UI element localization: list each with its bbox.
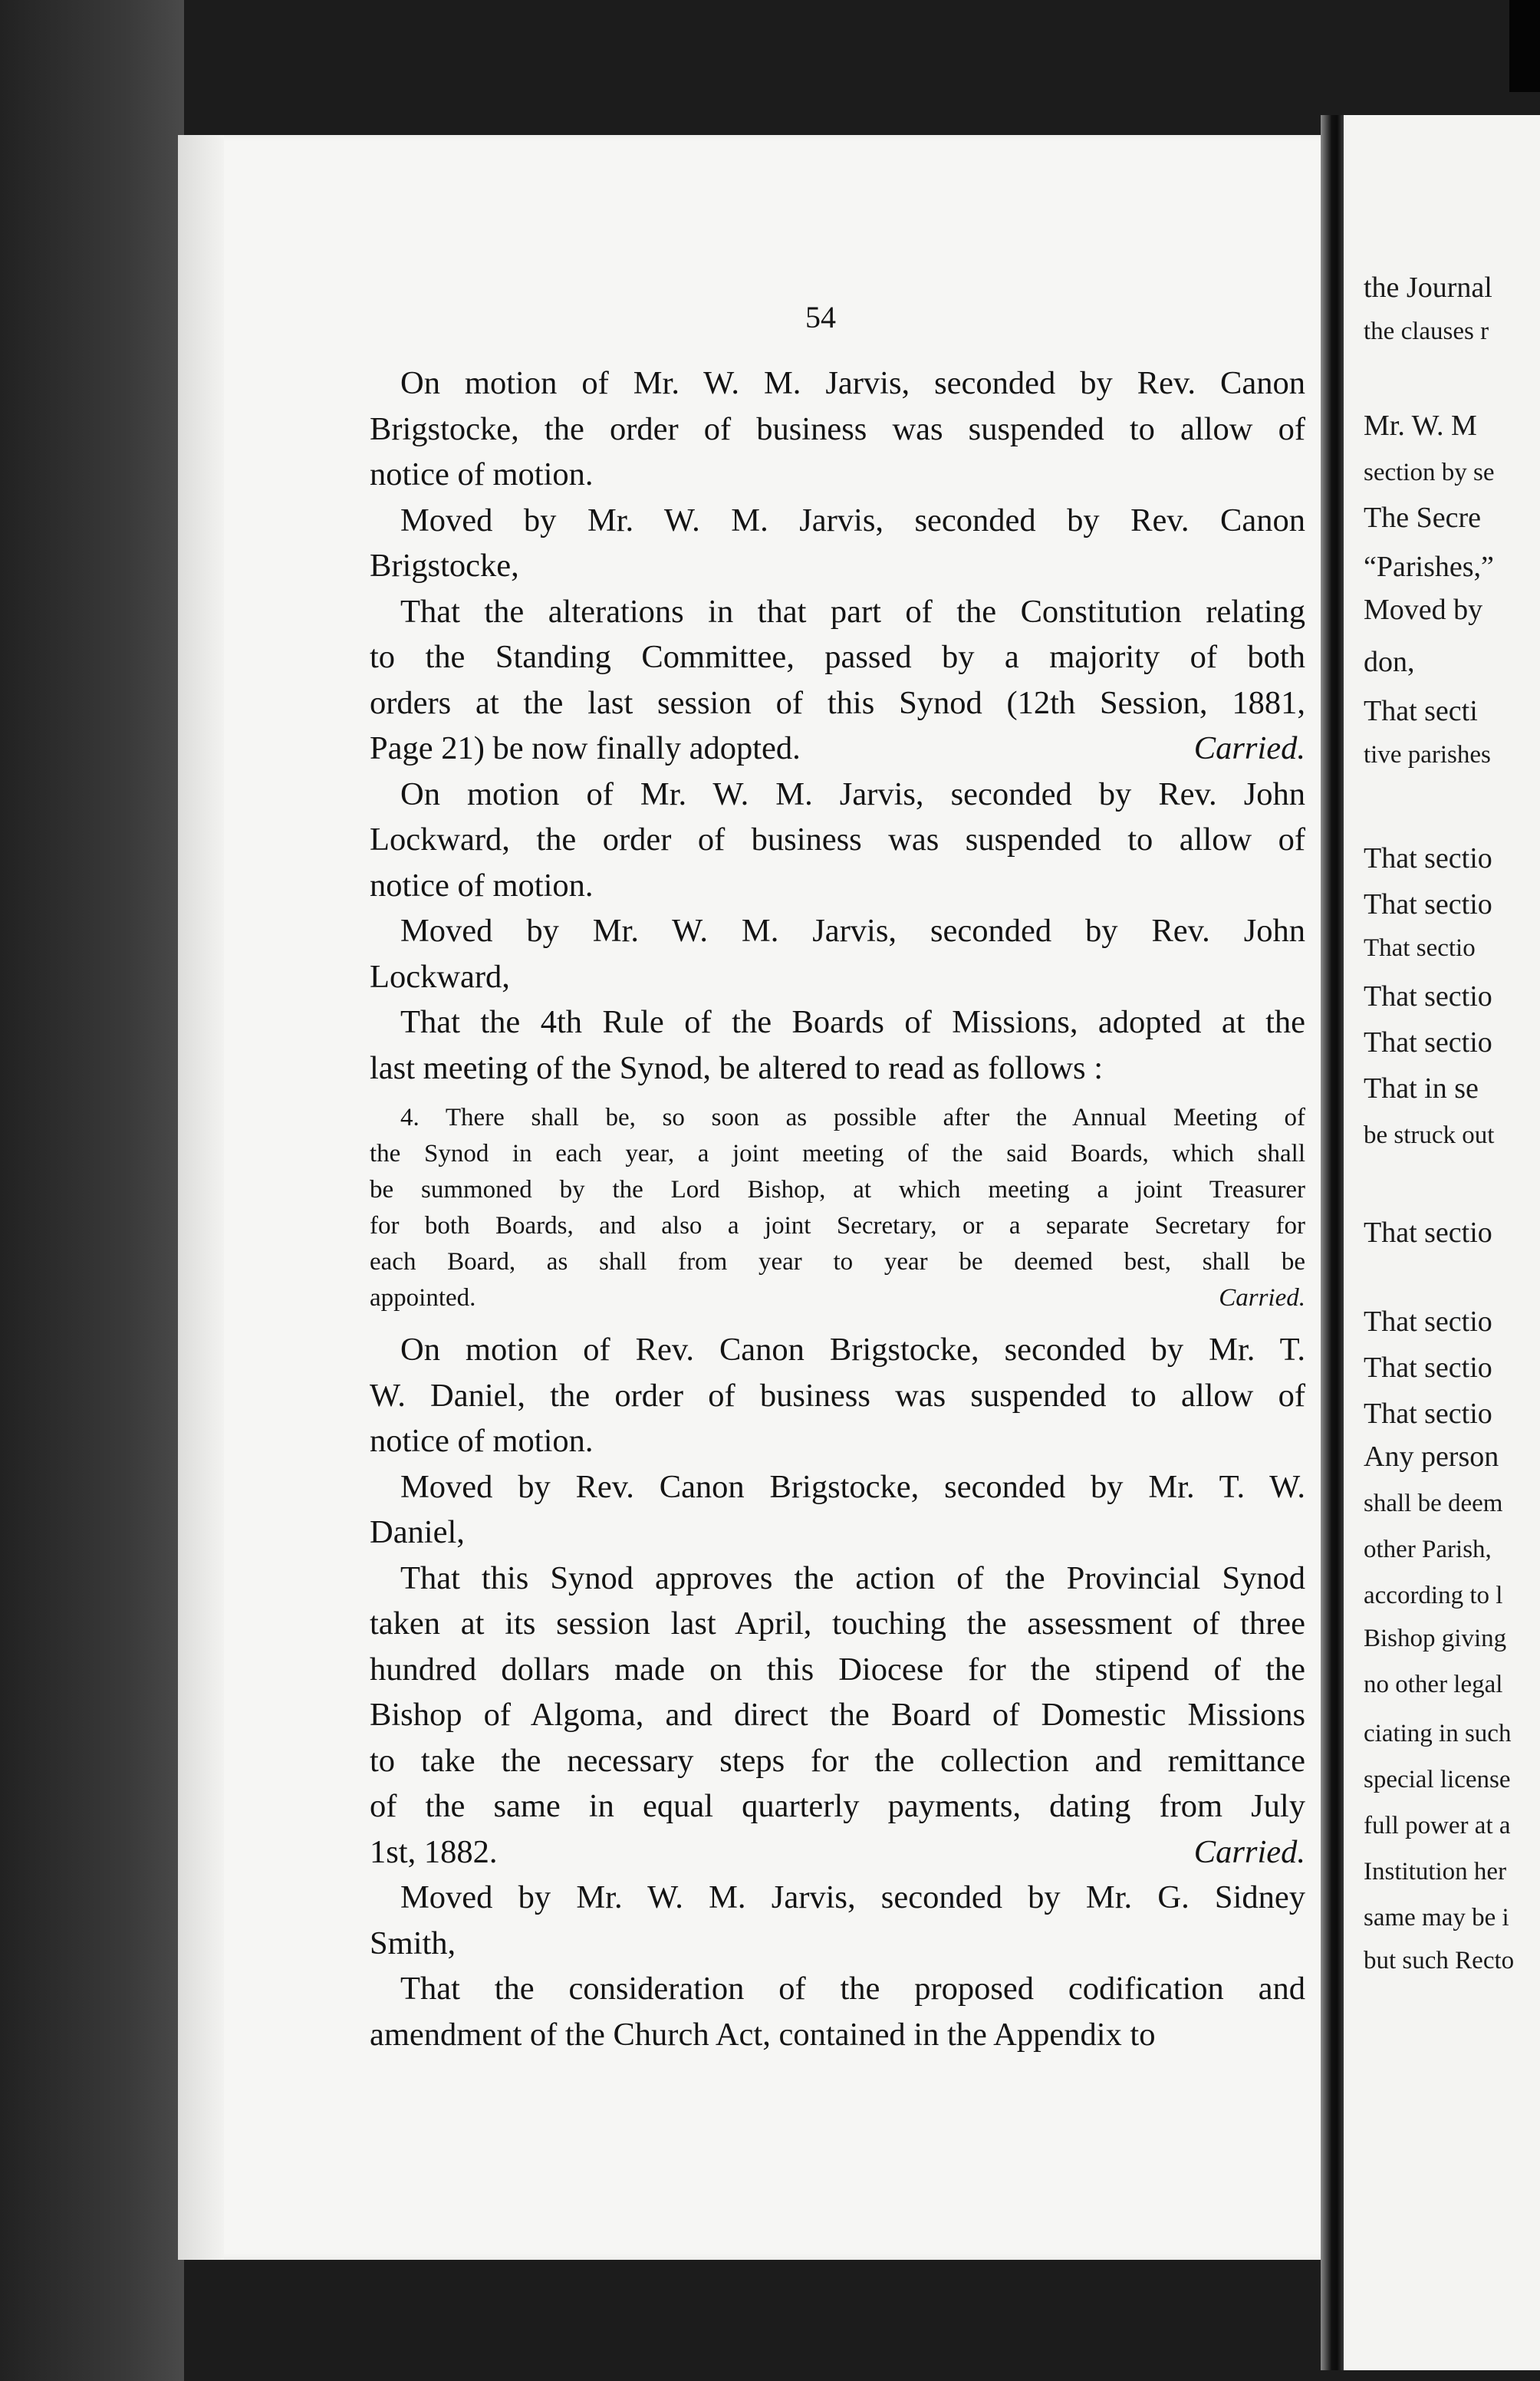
text-line: each Board, as shall from year to year be deemed best, shall be — [370, 1248, 1305, 1276]
facing-page-line: shall be deem — [1364, 1490, 1503, 1517]
text-line: appointed. Carried. — [370, 1280, 1305, 1316]
facing-page — [1344, 115, 1540, 2370]
text-line: Moved by Mr. W. M. Jarvis, seconded by Rev. Canon — [400, 502, 1305, 538]
text-line: for both Boards, and also a joint Secretary, or a separate Secretary for — [370, 1212, 1305, 1240]
facing-page-line: full power at a — [1364, 1812, 1511, 1839]
text-line: notice of motion. — [370, 867, 594, 904]
facing-page-line: but such Recto — [1364, 1947, 1515, 1974]
scanner-background-corner — [1509, 0, 1540, 92]
carried-label: Carried. — [1193, 730, 1305, 766]
facing-page-line: That sectio — [1364, 842, 1492, 874]
text-line: On motion of Mr. W. M. Jarvis, seconded by Rev. John — [400, 776, 1305, 812]
text-line: notice of motion. — [370, 1423, 594, 1459]
page-number: 54 — [805, 300, 836, 334]
paragraph — [370, 1966, 1305, 2057]
paragraph — [370, 589, 1305, 772]
facing-page-line: That sectio — [1364, 980, 1492, 1013]
facing-page-line: be struck out — [1364, 1121, 1495, 1149]
text-line: be summoned by the Lord Bishop, at which meeting a joint Treasurer — [370, 1176, 1305, 1204]
facing-page-line: section by se — [1364, 459, 1495, 486]
facing-page-line: That sectio — [1364, 1398, 1492, 1430]
text-line: Bishop of Algoma, and direct the Board of Domestic Missions — [370, 1697, 1305, 1733]
text-line: 1st, 1882. Carried. — [370, 1829, 1305, 1875]
facing-page-line: That secti — [1364, 695, 1478, 727]
facing-page-line: That sectio — [1364, 1217, 1492, 1249]
text-line: to take the necessary steps for the collection and remittance — [370, 1742, 1305, 1779]
facing-page-line: That sectio — [1364, 934, 1476, 962]
facing-page-line: Bishop giving — [1364, 1625, 1507, 1652]
text-line: On motion of Rev. Canon Brigstocke, seconded by Mr. T. — [400, 1332, 1305, 1368]
text-line: W. Daniel, the order of business was suspended to allow of — [370, 1377, 1305, 1414]
text-line: hundred dollars made on this Diocese for the stipend of the — [370, 1651, 1305, 1688]
paragraph — [370, 1327, 1305, 1464]
text-line: Brigstocke, the order of business was suspended to allow of — [370, 410, 1305, 447]
paragraph — [370, 999, 1305, 1091]
text-line: On motion of Mr. W. M. Jarvis, seconded by Rev. Canon — [400, 365, 1305, 401]
text-line: Daniel, — [370, 1514, 465, 1550]
text-line: That the consideration of the proposed codification and — [400, 1971, 1305, 2007]
left-page-text — [370, 361, 1305, 2057]
text-line: orders at the last session of this Synod (12th Session, 1881, — [370, 684, 1305, 721]
paragraph — [370, 908, 1305, 999]
text-line: That the 4th Rule of the Boards of Missions, adopted at the — [400, 1004, 1305, 1040]
facing-page-line: no other legal — [1364, 1671, 1503, 1698]
carried-label: Carried. — [1219, 1284, 1305, 1312]
facing-page-line: That sectio — [1364, 1026, 1492, 1059]
text-line: of the same in equal quarterly payments, dating from July — [370, 1788, 1305, 1824]
facing-page-line: according to l — [1364, 1582, 1503, 1609]
text-line: Brigstocke, — [370, 548, 519, 584]
text-line: amendment of the Church Act, contained in the Appendix to — [370, 2016, 1156, 2053]
paragraph — [370, 361, 1305, 498]
paragraph — [370, 1875, 1305, 1966]
facing-page-line: “Parishes,” — [1364, 551, 1494, 583]
paragraph — [370, 772, 1305, 909]
carried-label: Carried. — [1193, 1833, 1305, 1870]
paragraph — [370, 498, 1305, 589]
text-line: Moved by Rev. Canon Brigstocke, seconded by Mr. T. W. — [400, 1468, 1305, 1505]
facing-page-line: the Journal — [1364, 272, 1492, 304]
facing-page-line: Any person — [1364, 1441, 1499, 1473]
facing-page-line: the clauses r — [1364, 318, 1489, 345]
text-line: Page 21) be now finally adopted. Carried. — [370, 726, 1305, 772]
facing-page-line: The Secre — [1364, 502, 1481, 534]
paragraph — [370, 1464, 1305, 1556]
paragraph — [370, 1556, 1305, 1875]
scanner-background — [0, 0, 184, 2381]
text-line: notice of motion. — [370, 456, 594, 492]
facing-page-line: That sectio — [1364, 1352, 1492, 1384]
text-line: That this Synod approves the action of the Provincial Synod — [400, 1559, 1305, 1596]
facing-page-line: Institution her — [1364, 1858, 1507, 1885]
text-line: Smith, — [370, 1925, 456, 1961]
facing-page-line: don, — [1364, 646, 1415, 678]
text-line: to the Standing Committee, passed by a majority of both — [370, 639, 1305, 675]
facing-page-line: That sectio — [1364, 1306, 1492, 1338]
text-line: Moved by Mr. W. M. Jarvis, seconded by Rev. John — [400, 913, 1305, 949]
text-line: last meeting of the Synod, be altered to read as follows : — [370, 1049, 1104, 1086]
text-line: the Synod in each year, a joint meeting of the said Boards, which shall — [370, 1140, 1305, 1167]
facing-page-line: other Parish, — [1364, 1536, 1492, 1563]
facing-page-line: Moved by — [1364, 594, 1483, 626]
text-line: Moved by Mr. W. M. Jarvis, seconded by Mr. G. Sidney — [400, 1879, 1305, 1915]
facing-page-line: That sectio — [1364, 888, 1492, 920]
facing-page-line: ciating in such — [1364, 1720, 1512, 1747]
facing-page-line: same may be i — [1364, 1904, 1509, 1931]
text-line: 4. There shall be, so soon as possible after the Annual Meeting of — [400, 1104, 1305, 1131]
text-line: Lockward, — [370, 958, 510, 995]
facing-page-line: special license — [1364, 1766, 1511, 1793]
facing-page-line: Mr. W. M — [1364, 410, 1477, 442]
facing-page-line: tive parishes — [1364, 741, 1491, 769]
text-line: Lockward, the order of business was suspended to allow of — [370, 822, 1305, 858]
facing-page-line: That in se — [1364, 1072, 1479, 1105]
text-line: taken at its session last April, touching the assessment of three — [370, 1605, 1305, 1642]
quoted-rule — [370, 1100, 1305, 1316]
text-line: That the alterations in that part of the Constitution relating — [400, 593, 1305, 630]
